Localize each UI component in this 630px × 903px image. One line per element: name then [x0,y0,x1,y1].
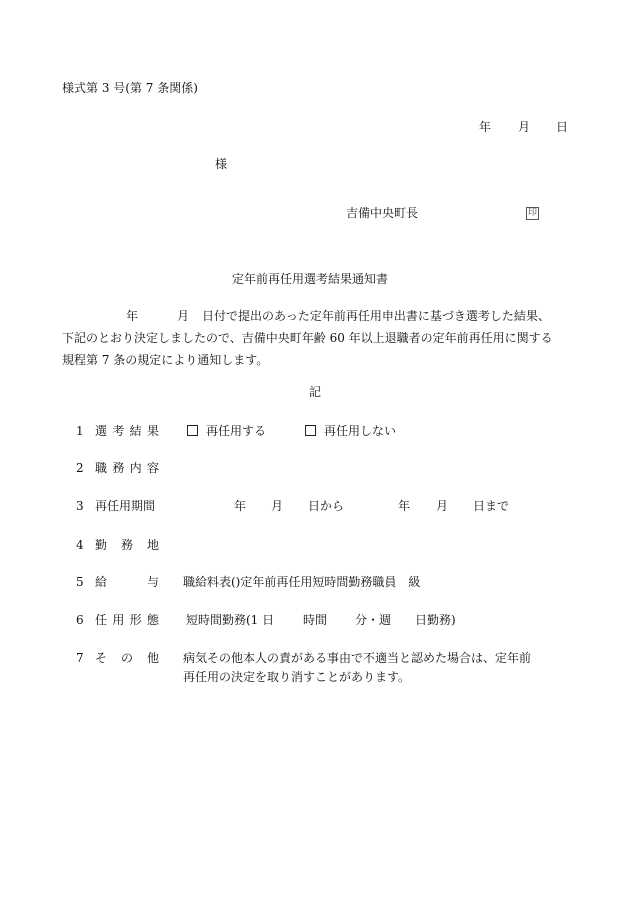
body-line-3: 規程第 7 条の規定により通知します。 [62,353,269,367]
item-number: 5 [76,575,84,589]
addressee-suffix: 様 [215,157,228,171]
employment-days: 日勤務) [415,613,456,627]
from-year: 年 [234,499,247,513]
body-line-1 [62,305,582,327]
body-paragraph [62,305,582,371]
other-line-1: 病気その他本人の責がある事由で不適当と認めた場合は、定年前 [183,651,532,665]
item-number: 1 [76,424,84,438]
item-label: 職 務 内 容 [95,461,159,475]
employment-prefix: 短時間勤務(1 日 [186,613,275,627]
body-month: 月 [177,309,190,323]
item-number: 3 [76,499,84,513]
body-line-1-text: 日付で提出のあった定年前再任用申出書に基づき選考した結果、 [202,309,550,323]
to-day: 日まで [473,499,510,513]
option-reappoint[interactable] [187,425,266,437]
date-year: 年 [479,120,492,134]
ki-marker: 記 [309,385,322,399]
option-label: 再任用しない [324,424,397,438]
date-day: 日 [556,120,569,134]
other-line-2: 再任用の決定を取り消すことがあります。 [183,670,411,684]
item-number: 2 [76,461,84,475]
item-label: 選 考 結 果 [95,424,159,438]
checkbox[interactable] [187,425,198,436]
item-label: 給 与 [95,575,159,589]
form-number: 様式第 3 号(第 7 条関係) [62,81,198,95]
seal-text: 印 [527,208,537,218]
to-month: 月 [436,499,449,513]
item-number: 4 [76,538,84,552]
option-label: 再任用する [206,424,267,438]
from-day: 日から [308,499,345,513]
employment-hours: 時間 [303,613,328,627]
employment-minutes: 分・週 [355,613,392,627]
option-not-reappoint[interactable] [305,425,396,437]
salary-value: 職給料表()定年前再任用短時間勤務職員 級 [183,575,421,589]
checkbox[interactable] [305,425,316,436]
body-line-2: 下記のとおり決定しましたので、吉備中央町年齢 60 年以上退職者の定年前再任用に関する [62,331,553,345]
issuer-name: 吉備中央町長 [346,206,419,220]
seal-mark [526,205,539,220]
item-label: 任 用 形 態 [95,613,159,627]
to-year: 年 [398,499,411,513]
item-number: 7 [76,651,84,665]
document-title: 定年前再任用選考結果通知書 [232,272,389,286]
item-label: そ の 他 [95,651,159,665]
from-month: 月 [271,499,284,513]
item-label: 再任用期間 [95,499,156,513]
date-month: 月 [518,120,531,134]
item-label: 勤 務 地 [95,538,159,552]
body-year: 年 [126,309,139,323]
item-number: 6 [76,613,84,627]
